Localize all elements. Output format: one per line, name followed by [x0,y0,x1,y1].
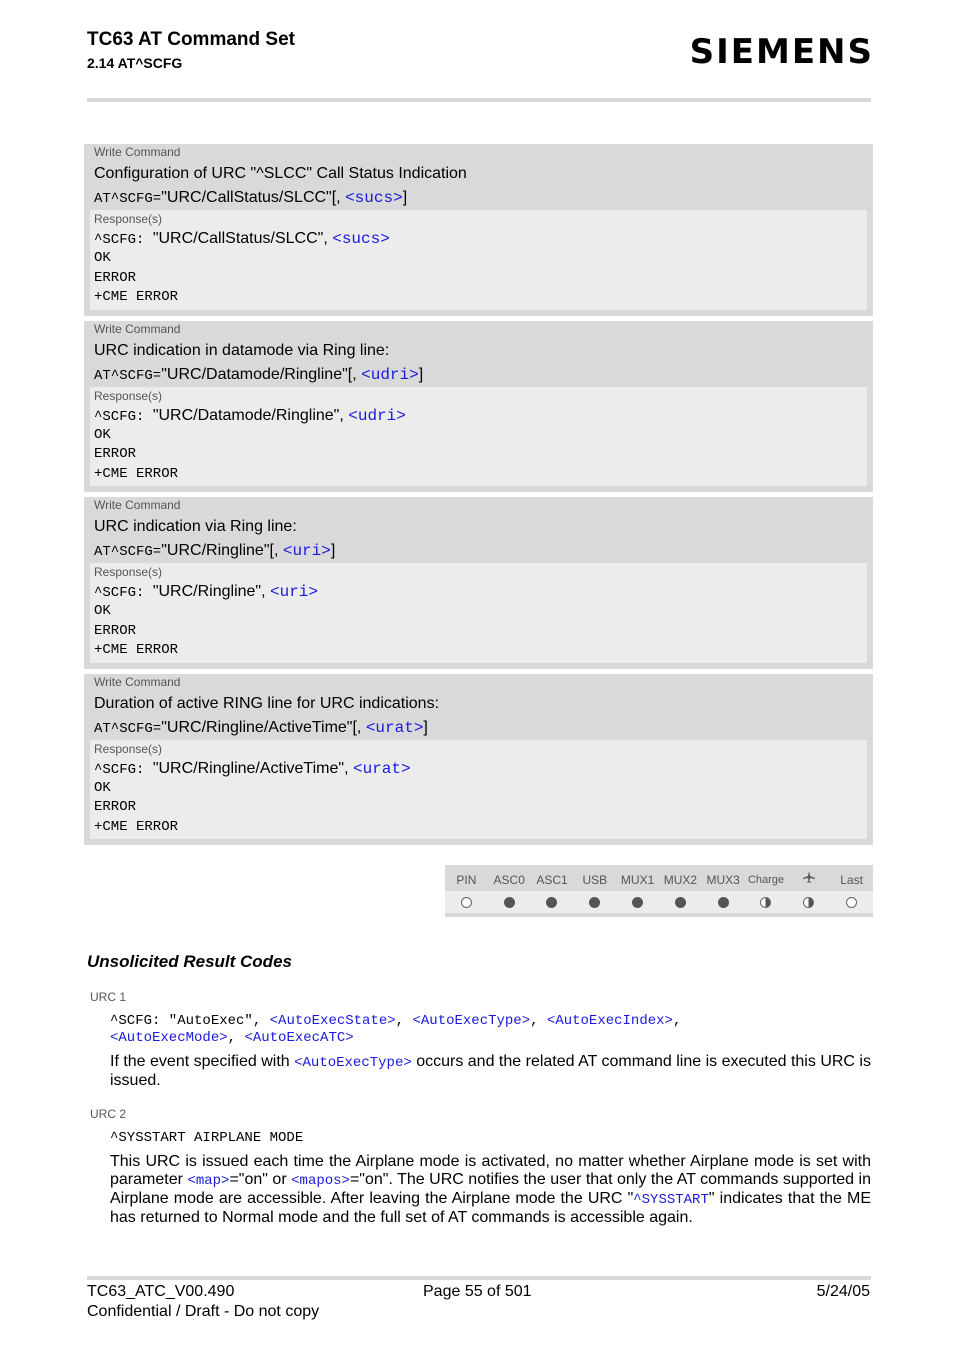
response-label: Response(s) [94,212,163,226]
syntax-command: AT^SCFG= [94,367,162,384]
write-command-block [84,674,873,846]
response-code: ERROR [94,622,137,639]
availability-cell [531,891,574,913]
write-command-block [84,321,873,493]
availability-full-circle-icon [589,897,600,908]
syntax-end: ] [330,542,336,559]
availability-cell [830,891,873,913]
response-syntax [94,758,863,779]
syntax-argument: "URC/Datamode/Ringline"[, [161,365,362,383]
block-description: Duration of active RING line for URC indications: [94,694,440,712]
urc2-text-c: ="on". The URC notifies the user that only the AT commands supported in Airplane mode are accessible. After leaving the Airplane mode the URC " [110,1171,871,1207]
response-box [90,563,867,663]
urc2-text-a: This URC is issued each time the Airplane mode is activated, no matter whether Airplane mode is set with parameter [110,1153,871,1188]
availability-cell [573,891,616,913]
separator: , [227,1030,245,1046]
interface-availability-table [445,865,873,917]
link-autoexectype-inline[interactable]: <AutoExecType> [294,1055,412,1071]
availability-cell [702,891,745,913]
response-code: OK [94,426,111,443]
syntax-argument: "URC/Ringline/ActiveTime"[, [161,718,366,736]
syntax-argument: "URC/CallStatus/SLCC"[, [161,189,346,206]
link-mapos[interactable]: <mapos> [291,1173,350,1189]
interface-value-row [445,891,873,913]
write-command-block [84,144,873,316]
response-code: +CME ERROR [94,289,179,305]
syntax-param-link[interactable]: <sucs> [345,189,403,207]
response-param-link[interactable]: <udri> [348,406,406,425]
response-label: Response(s) [94,741,163,756]
link-autoexecatc[interactable]: <AutoExecATC> [244,1030,354,1046]
availability-empty-circle-icon [461,897,472,908]
availability-full-circle-icon [632,897,643,908]
interface-header: ASC1 [536,873,568,887]
availability-full-circle-icon [675,897,686,908]
link-autoexectype[interactable]: <AutoExecType> [412,1013,531,1029]
availability-cell [787,891,830,913]
response-argument: "URC/Ringline", [152,583,270,600]
response-box [90,210,867,310]
availability-full-circle-icon [504,897,515,908]
availability-full-circle-icon [546,897,557,908]
link-autoexecmode[interactable]: <AutoExecMode> [110,1030,228,1046]
urc2-code: ^SYSSTART AIRPLANE MODE [110,1130,304,1146]
interface-header: PIN [456,873,477,887]
urc-heading: Unsolicited Result Codes [87,952,292,971]
response-code: +CME ERROR [94,642,179,658]
syntax-argument: "URC/Ringline"[, [161,542,283,559]
response-syntax [94,228,863,249]
availability-cell [488,891,531,913]
response-param-link[interactable]: <urat> [352,759,411,778]
footer-divider [87,1276,871,1280]
interface-header: ASC0 [493,873,525,887]
urc2-description [110,1153,871,1227]
urc1-text-b: occurs and the related AT command line is executed this URC is issued. [110,1053,871,1089]
siemens-logo: SIEMENS [689,32,874,72]
urc1-label: URC 1 [90,990,127,1004]
urc1-text-a: If the event specified with [110,1053,295,1070]
footer-doc-id: TC63_ATC_V00.490 [87,1283,235,1300]
response-prefix: ^SCFG: [94,761,153,778]
availability-half-circle-icon [803,897,814,908]
syntax-end: ] [423,718,428,736]
syntax-end: ] [418,365,424,383]
syntax-param-link[interactable]: <uri> [282,542,331,560]
response-code: ERROR [94,799,137,815]
write-command-block [84,497,873,669]
response-label: Response(s) [94,388,163,403]
urc1-description [110,1053,871,1090]
footer-confidential: Confidential / Draft - Do not copy [87,1303,320,1320]
command-syntax [90,363,867,387]
document-title: TC63 AT Command Set [87,29,295,50]
link-autoexecindex[interactable]: <AutoExecIndex> [546,1013,673,1029]
syntax-end: ] [402,189,408,206]
block-label: Write Command [94,674,181,689]
availability-half-circle-icon [760,897,771,908]
response-param-link[interactable]: <uri> [269,583,318,601]
response-prefix: ^SCFG: [94,408,153,425]
separator: , [530,1013,547,1029]
interface-header: USB [582,873,608,887]
response-argument: "URC/CallStatus/SLCC", [152,230,333,247]
response-syntax [94,581,863,602]
syntax-command: AT^SCFG= [94,191,162,207]
link-sysstart[interactable]: ^SYSSTART [633,1192,709,1208]
syntax-command: AT^SCFG= [94,544,162,560]
airplane-icon [787,869,830,891]
block-label: Write Command [94,145,181,159]
section-title: 2.14 AT^SCFG [87,55,183,71]
response-code: +CME ERROR [94,818,179,835]
command-syntax [90,539,867,563]
link-autoexecstate[interactable]: <AutoExecState> [269,1013,396,1029]
block-label: Write Command [94,321,181,336]
syntax-param-link[interactable]: <udri> [361,365,419,384]
urc1-code [110,1013,871,1047]
availability-full-circle-icon [718,897,729,908]
block-label: Write Command [94,498,181,512]
availability-cell [616,891,659,913]
command-syntax [90,716,867,740]
availability-empty-circle-icon [846,897,857,908]
link-map[interactable]: <map> [187,1173,230,1189]
availability-cell [659,891,702,913]
command-syntax [90,186,867,210]
response-box [90,740,867,840]
footer-date: 5/24/05 [816,1283,870,1300]
block-description: URC indication in datamode via Ring line: [94,341,390,359]
urc1-code-prefix: ^SCFG: "AutoExec", [110,1013,270,1029]
availability-cell [745,891,788,913]
syntax-param-link[interactable]: <urat> [365,718,424,737]
response-code: OK [94,779,111,796]
availability-cell [445,891,488,913]
interface-header-row [445,869,873,891]
separator: , [395,1013,413,1029]
footer-page-number: Page 55 of 501 [423,1283,532,1300]
response-label: Response(s) [94,565,163,579]
interface-header: MUX1 [620,873,655,887]
response-code: +CME ERROR [94,465,179,482]
interface-header: Last [840,873,863,887]
syntax-command: AT^SCFG= [94,720,162,737]
urc2-text-b: ="on" or [229,1171,292,1188]
response-param-link[interactable]: <sucs> [332,230,390,248]
block-description: URC indication via Ring line: [94,518,297,535]
response-box [90,387,867,487]
response-argument: "URC/Datamode/Ringline", [152,406,349,424]
interface-header: Charge [747,874,785,886]
command-blocks [84,144,873,850]
response-code: ERROR [94,269,137,286]
response-argument: "URC/Ringline/ActiveTime", [152,759,353,777]
header-divider [87,98,871,102]
urc2-label: URC 2 [90,1107,127,1121]
block-description: Configuration of URC "^SLCC" Call Status Indication [94,165,467,182]
response-prefix: ^SCFG: [94,232,153,248]
interface-header: MUX3 [706,873,740,887]
response-code: OK [94,603,111,619]
separator: , [672,1013,682,1029]
interface-header: MUX2 [663,873,698,887]
urc2-text-d: " indicates that the ME has returned to Normal mode and the full set of AT commands is accessible again. [110,1190,871,1226]
response-code: OK [94,250,111,266]
response-prefix: ^SCFG: [94,585,153,601]
response-code: ERROR [94,446,137,462]
response-syntax [94,405,863,426]
